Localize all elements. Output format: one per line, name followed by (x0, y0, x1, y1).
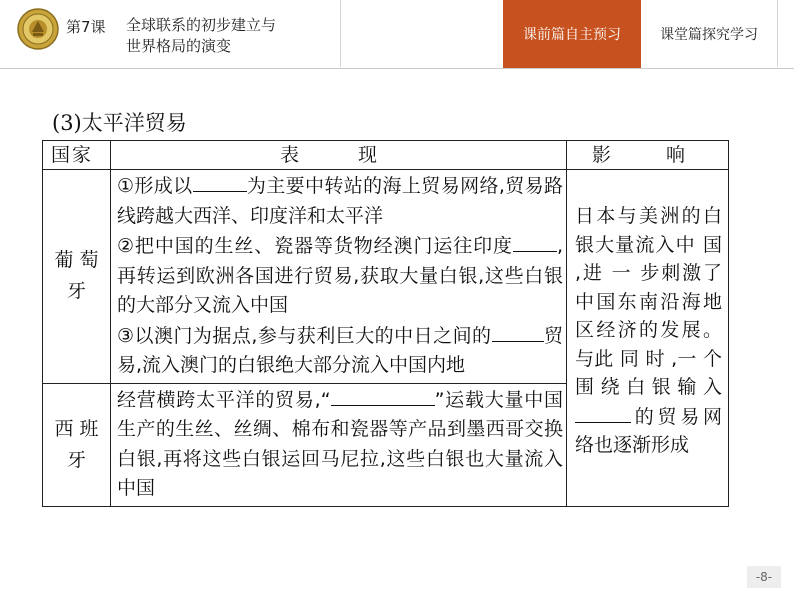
country-text: 牙 (66, 448, 86, 471)
country-text: 西 班 (54, 417, 99, 440)
section-title: (3)太平洋贸易 (52, 111, 187, 135)
list-item: 经营横跨太平洋的贸易,“ ”运载大量中国生产的生丝、丝绸、棉布和瓷器等产品到墨西哥交换白银,再将这些白银运回马尼拉,这些白银也大量流入中国 (117, 385, 563, 504)
lesson-number: 第7课 (66, 18, 106, 36)
header-country: 国家 (43, 141, 111, 170)
header-performance: 表 现 (111, 141, 567, 170)
table-row (43, 170, 729, 384)
fill-in-blank[interactable] (575, 402, 631, 423)
fill-in-blank[interactable] (513, 231, 557, 252)
lesson-title-line2: 世界格局的演变 (126, 37, 232, 55)
trade-table (42, 140, 729, 507)
list-item: ①形成以 为主要中转站的海上贸易网络,贸易路线跨越大西洋、印度洋和太平洋 (117, 171, 563, 231)
country-cell-portugal (43, 170, 111, 384)
table-header-row (43, 141, 729, 170)
content-cell-portugal (111, 170, 567, 384)
header-bar (0, 0, 794, 69)
header-divider (777, 0, 778, 67)
fill-in-blank[interactable] (492, 321, 544, 342)
page-number: -8- (747, 566, 781, 588)
lesson-title-line1: 全球联系的初步建立与 (126, 16, 277, 34)
tab-preview[interactable]: 课前篇自主预习 (503, 0, 641, 68)
country-text: 葡 萄 (54, 249, 99, 272)
school-emblem-icon (17, 8, 59, 50)
tab-explore[interactable]: 课堂篇探究学习 (660, 26, 758, 43)
country-cell-spain (43, 383, 111, 506)
lesson-title (126, 15, 276, 57)
header-impact: 影 响 (567, 141, 729, 170)
content-cell-spain (111, 383, 567, 506)
fill-in-blank[interactable] (331, 385, 435, 406)
country-text: 牙 (66, 280, 86, 303)
list-item: ③以澳门为据点,参与获利巨大的中日之间的 贸易,流入澳门的白银绝大部分流入中国内地 (117, 321, 563, 381)
fill-in-blank[interactable] (193, 171, 247, 192)
impact-cell: 日本与美洲的白银大量流入中 国 ,进 一 步刺激了中国东南沿海地区经济的发展。与此 同 时 ,一 个围绕白银输入的贸易网络也逐渐形成 (567, 170, 729, 507)
header-divider (340, 0, 341, 67)
list-item: ②把中国的生丝、瓷器等货物经澳门运往印度 ,再转运到欧洲各国进行贸易,获取大量白银,这些白银的大部分又流入中国 (117, 231, 563, 321)
